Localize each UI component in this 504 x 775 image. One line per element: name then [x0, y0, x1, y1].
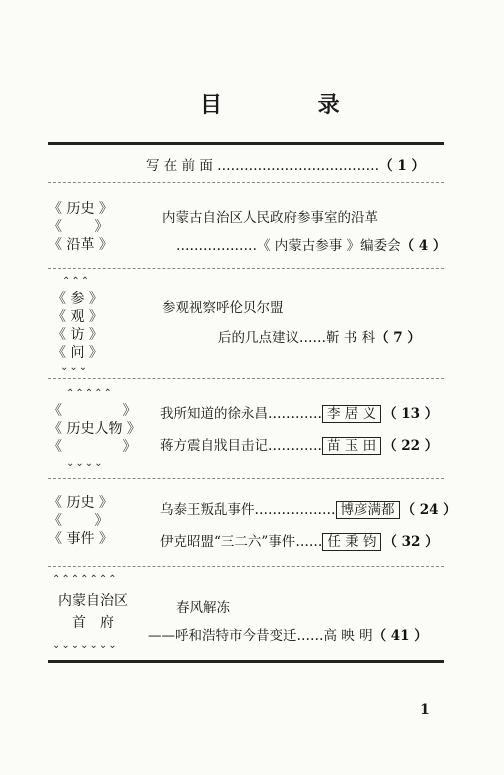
entry-title: ——呼和浩特市今昔变迁: [148, 628, 297, 644]
leader-dots: ………………: [176, 238, 257, 254]
leader-dots: ……: [299, 330, 326, 346]
ornament-bottom-icon: ⌄⌄⌄⌄⌄⌄⌄: [52, 640, 118, 651]
divider: [48, 478, 444, 479]
toc-entry-line2[interactable]: [148, 624, 428, 644]
leader-dots: …………: [268, 406, 322, 422]
page-ref: （ 24 ）: [401, 502, 457, 518]
page-ref: （ 4 ）: [400, 238, 447, 254]
leader-dots: ………………: [254, 502, 336, 518]
page-title: 目 录: [200, 92, 384, 118]
entry-author: 苗 玉 田: [322, 437, 381, 455]
divider: [48, 182, 444, 183]
bottom-rule: [48, 660, 444, 663]
entry-author: 李 居 义: [322, 405, 381, 423]
entry-title: 我所知道的徐永昌: [160, 406, 268, 422]
page-ref: （ 22 ）: [383, 438, 439, 454]
toc-entry-line2[interactable]: [218, 326, 421, 346]
section-label-history-evolution: 《 历史 》 《 》 《 沿革 》: [48, 201, 113, 253]
ornament-bottom-icon: ⌄⌄⌄⌄: [66, 458, 104, 469]
leader-dots: …………: [268, 438, 322, 454]
section-label-visit: 《 参 》 《 观 》 《 访 》 《 问 》: [52, 291, 103, 361]
ornament-top-icon: ⌃⌃⌃⌃⌃⌃⌃: [52, 574, 118, 585]
section-label-historical-figures: 《 》 《 历史人物 》 《 》: [48, 403, 141, 455]
toc-entry-line1[interactable]: 内蒙古自治区人民政府参事室的沿革: [162, 210, 378, 226]
section-label-capital: 内蒙自治区 首 府: [58, 593, 128, 631]
leader-dots: ………………………………: [217, 158, 380, 174]
entry-title: 伊克昭盟“三二六”事件: [160, 534, 296, 550]
toc-entry-preface[interactable]: [146, 154, 425, 174]
ornament-bottom-icon: ⌄⌄⌄: [60, 362, 89, 373]
toc-entry[interactable]: [160, 402, 438, 423]
entry-author: 任 秉 钧: [322, 533, 381, 551]
page-ref: （ 1 ）: [379, 158, 425, 174]
entry-title: 乌泰王叛乱事件: [160, 502, 255, 518]
ornament-top-icon: ⌃⌃⌃⌃⌃: [66, 388, 113, 399]
section-label-historical-events: 《 历史 》 《 》 《 事件 》: [48, 495, 113, 547]
divider: [48, 378, 444, 379]
divider: [48, 566, 444, 567]
entry-author: 靳 书 科: [326, 330, 376, 346]
entry-title: 写 在 前 面: [146, 158, 218, 174]
top-rule: [48, 142, 444, 145]
page-ref: （ 7 ）: [375, 330, 421, 346]
toc-entry[interactable]: [160, 530, 439, 551]
page-ref: （ 41 ）: [372, 628, 428, 644]
toc-entry[interactable]: [160, 434, 438, 455]
leader-dots: ……: [295, 534, 323, 550]
divider: [48, 268, 444, 269]
toc-entry[interactable]: [160, 498, 457, 519]
entry-author: 博彦满都: [336, 501, 400, 519]
entry-author: 高 映 明: [323, 628, 373, 644]
page-ref: （ 32 ）: [383, 534, 439, 550]
page-number: 1: [420, 702, 430, 718]
toc-entry-line1[interactable]: 春风解冻: [176, 600, 230, 616]
ornament-top-icon: ⌃⌃⌃: [62, 276, 91, 287]
page-ref: （ 13 ）: [383, 406, 439, 422]
toc-entry-line2[interactable]: [176, 234, 446, 254]
entry-author: 《 内蒙古参事 》编委会: [257, 238, 401, 254]
entry-title: 蒋方震自戕目击记: [160, 438, 268, 454]
entry-title: 后的几点建议: [218, 330, 299, 346]
leader-dots: ……: [296, 628, 324, 644]
toc-entry-line1[interactable]: 参观视察呼伦贝尔盟: [162, 300, 284, 316]
